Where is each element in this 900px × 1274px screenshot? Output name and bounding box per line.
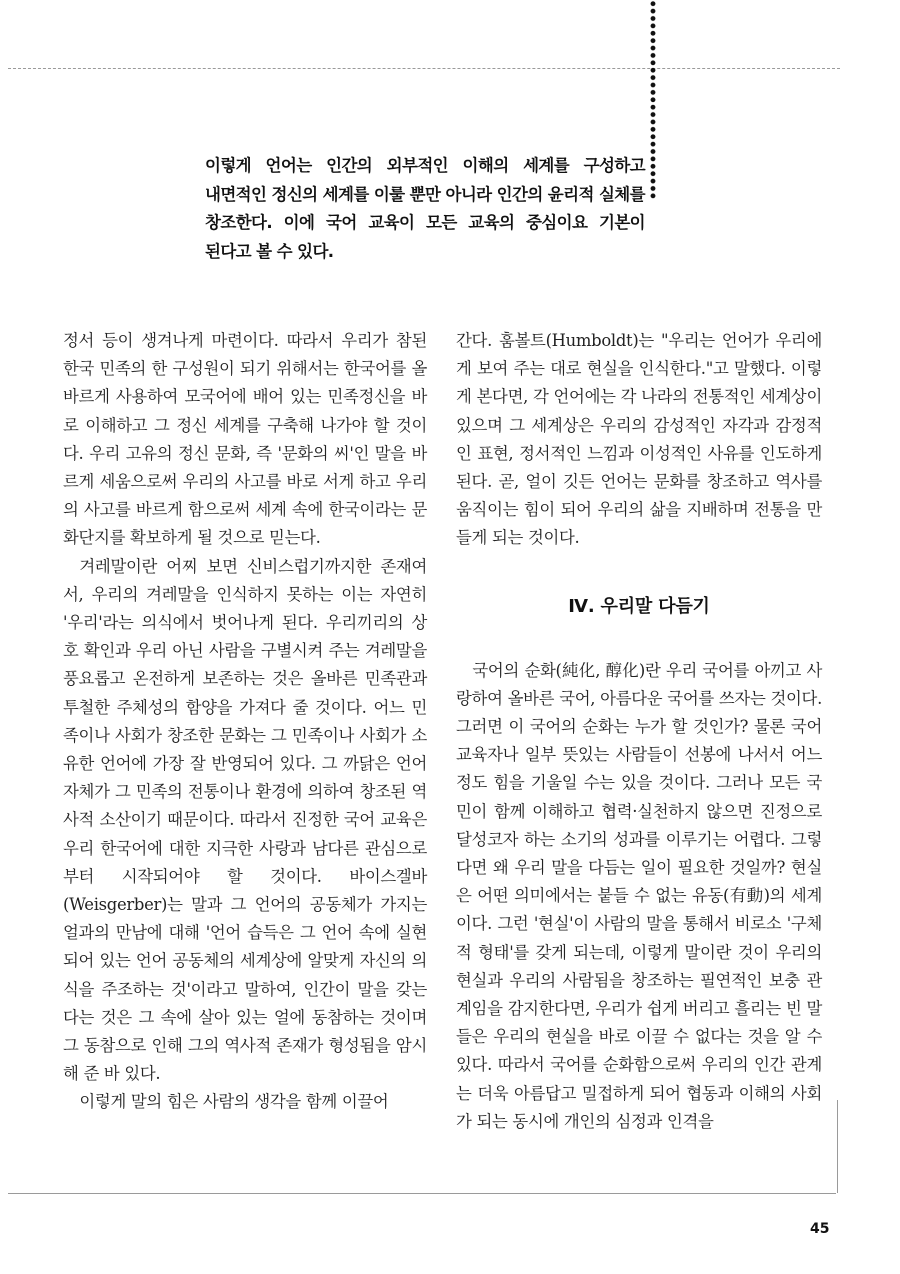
pull-quote: 이렇게 언어는 인간의 외부적인 이해의 세계를 구성하고 내면적인 정신의 세계를 이룰 뿐만 아니라 인간의 윤리적 실체를 창조한다. 이에 국어 교육이 모든 교육의 중심이요 기본이 된다고 볼 수 있다.	[205, 156, 645, 261]
top-dashed-rule	[8, 68, 840, 69]
right-margin-rule	[837, 1100, 838, 1193]
left-column	[63, 327, 427, 1117]
page-number: 45	[810, 1221, 830, 1237]
section-heading: Ⅳ. 우리말 다듬기	[568, 595, 710, 617]
bottom-rule	[8, 1193, 836, 1194]
right-paragraph-2: 국어의 순화(純化, 醇化)란 우리 국어를 아끼고 사랑하여 올바른 국어, 아름다운 국어를 쓰자는 것이다. 그러면 이 국어의 순화는 누가 할 것인가? 물론 국어 교육자나 일부 뜻있는 사람들이 선봉에 나서서 어느 정도 힘을 기울일 수는 있을 것이다. 그러나 모든 국민이 함께 이해하고 협력·실천하지 않으면 진정으로 달성코자 하는 소기의 성과를 이루기는 어렵다. 그렇다면 왜 우리 말을 다듬는 일이 필요한 것일까? 현실은 어떤 의미에서는 붙들 수 없는 유동(有動)의 세계이다. 그런 '현실'이 사람의 말을 통해서 비로소 '구체적 형태'를 갖게 되는데, 이렇게 말이란 것이 우리의 현실과 우리의 사람됨을 창조하는 필연적인 보충 관계임을 감지한다면, 우리가 쉽게 버리고 흘리는 빈 말들은 우리의 현실을 바로 이끌 수 없다는 것을 알 수 있다. 따라서 국어를 순화함으로써 우리의 인간 관계는 더욱 아름답고 밀접하게 되어 협동과 이해의 사회가 되는 동시에 개인의 심정과 인격을	[456, 660, 822, 1131]
right-column	[456, 327, 822, 1136]
decorative-dot-column	[649, 0, 657, 200]
left-paragraph-1: 정서 등이 생겨나게 마련이다. 따라서 우리가 참된 한국 민족의 한 구성원이 되기 위해서는 한국어를 올바르게 사용하여 모국어에 배어 있는 민족정신을 바로 이해하고 그 정신 세계를 구축해 나가야 할 것이다. 우리 고유의 정신 문화, 즉 '문화의 씨'인 말을 바르게 세움으로써 우리의 사고를 바로 서게 하고 우리의 사고를 바르게 함으로써 세계 속에 한국이라는 문화단지를 확보하게 될 것으로 믿는다.	[63, 331, 427, 548]
left-paragraph-3: 이렇게 말의 힘은 사람의 생각을 함께 이끌어	[79, 1092, 389, 1112]
left-paragraph-2: 겨레말이란 어찌 보면 신비스럽기까지한 존재여서, 우리의 겨레말을 인식하지 못하는 이는 자연히 '우리'라는 의식에서 벗어나게 된다. 우리끼리의 상호 확인과 우리 아닌 사람을 구별시켜 주는 겨레말을 풍요롭고 온전하게 보존하는 것은 올바른 민족관과 투철한 주체성의 함양을 가져다 줄 것이다. 어느 민족이나 사회가 창조한 문화는 그 민족이나 사회가 소유한 언어에 가장 잘 반영되어 있다. 그 까닭은 언어 자체가 그 민족의 전통이나 환경에 의하여 창조된 역사적 소산이기 때문이다. 따라서 진정한 국어 교육은 우리 한국어에 대한 지극한 사랑과 남다른 관심으로부터 시작되어야 할 것이다. 바이스겔바(Weisgerber)는 말과 그 언어의 공동체가 가지는 얼과의 만남에 대해 '언어 습득은 그 언어 속에 실현되어 있는 언어 공동체의 세계상에 알맞게 자신의 의식을 주조하는 것'이라고 말하여, 인간이 말을 갖는다는 것은 그 속에 살아 있는 얼에 동참하는 것이며 그 동참으로 인해 그의 역사적 존재가 형성됨을 암시해 준 바 있다.	[63, 556, 427, 1084]
right-paragraph-1: 간다. 훔볼트(Humboldt)는 "우리는 언어가 우리에게 보여 주는 대로 현실을 인식한다."고 말했다. 이렇게 본다면, 각 언어에는 각 나라의 전통적인 세계상이 있으며 그 세계상은 우리의 감성적인 자각과 감정적인 표현, 정서적인 느낌과 이성적인 사유를 인도하게 된다. 곧, 얼이 깃든 언어는 문화를 창조하고 역사를 움직이는 힘이 되어 우리의 삶을 지배하며 전통을 만들게 되는 것이다.	[456, 331, 822, 548]
